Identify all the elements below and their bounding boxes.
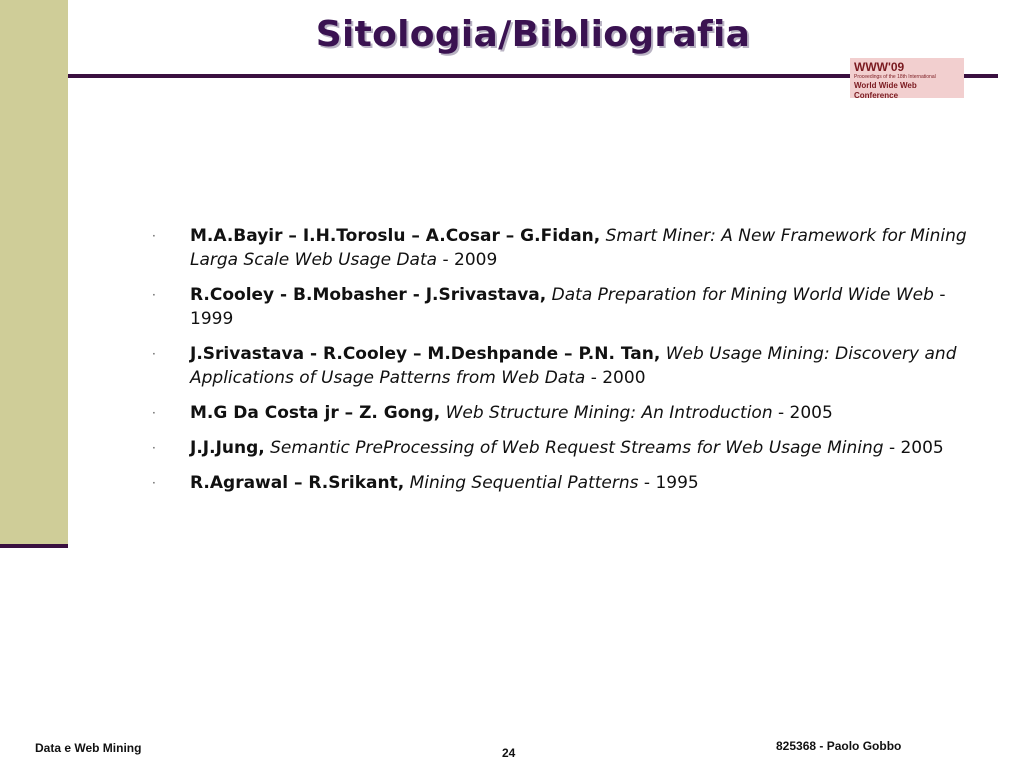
reference-authors: J.Srivastava - R.Cooley – M.Deshpande – P.N. Tan, xyxy=(190,344,661,364)
reference-title: Web Structure Mining: An Introduction xyxy=(445,403,773,423)
footer-course-name: Data e Web Mining xyxy=(35,741,142,755)
reference-title: Web Usage Mining: Discovery and Applications of Usage Patterns from Web Data xyxy=(190,344,957,388)
reference-authors: J.J.Jung, xyxy=(190,438,265,458)
reference-item xyxy=(150,471,970,495)
reference-title: Data Preparation for Mining World Wide Web xyxy=(551,285,934,305)
reference-item xyxy=(150,436,970,460)
reference-authors: M.A.Bayir – I.H.Toroslu – A.Cosar – G.Fidan, xyxy=(190,226,601,246)
bullet-icon: · xyxy=(152,441,156,455)
logo-sub-text: Proceedings of the 18th International xyxy=(854,74,936,80)
reference-year: - 2009 xyxy=(442,250,498,270)
bullet-icon: · xyxy=(152,347,156,361)
reference-authors: M.G Da Costa jr – Z. Gong, xyxy=(190,403,441,423)
reference-item xyxy=(150,401,970,425)
reference-authors: R.Cooley - B.Mobasher - J.Srivastava, xyxy=(190,285,547,305)
reference-item xyxy=(150,283,970,331)
logo-main-text: WWW'09 xyxy=(854,60,905,74)
slide-title: Sitologia/Bibliografia xyxy=(315,14,751,55)
bullet-icon: · xyxy=(152,288,156,302)
reference-title: Smart Miner: A New Framework for Mining Larga Scale Web Usage Data xyxy=(190,226,967,270)
footer-author: 825368 - Paolo Gobbo xyxy=(776,739,902,753)
reference-year: - 1999 xyxy=(190,285,946,329)
reference-title: Semantic PreProcessing of Web Request Streams for Web Usage Mining xyxy=(270,438,884,458)
bullet-icon: · xyxy=(152,229,156,243)
reference-authors: R.Agrawal – R.Srikant, xyxy=(190,473,405,493)
bullet-icon: · xyxy=(152,476,156,490)
reference-year: - 2005 xyxy=(778,403,833,423)
logo-conference-text: World Wide Web Conference xyxy=(854,81,917,100)
bullet-icon: · xyxy=(152,406,156,420)
reference-title: Mining Sequential Patterns xyxy=(409,473,639,493)
footer-page-number: 24 xyxy=(502,746,516,760)
left-sidebar-band xyxy=(0,0,68,546)
reference-item xyxy=(150,224,970,272)
reference-year: - 1995 xyxy=(643,473,699,493)
reference-item xyxy=(150,342,970,390)
reference-year: - 2005 xyxy=(888,438,944,458)
reference-year: - 2000 xyxy=(590,368,646,388)
www09-logo xyxy=(850,58,964,98)
sidebar-base-rule xyxy=(0,544,68,548)
reference-list xyxy=(150,224,970,506)
